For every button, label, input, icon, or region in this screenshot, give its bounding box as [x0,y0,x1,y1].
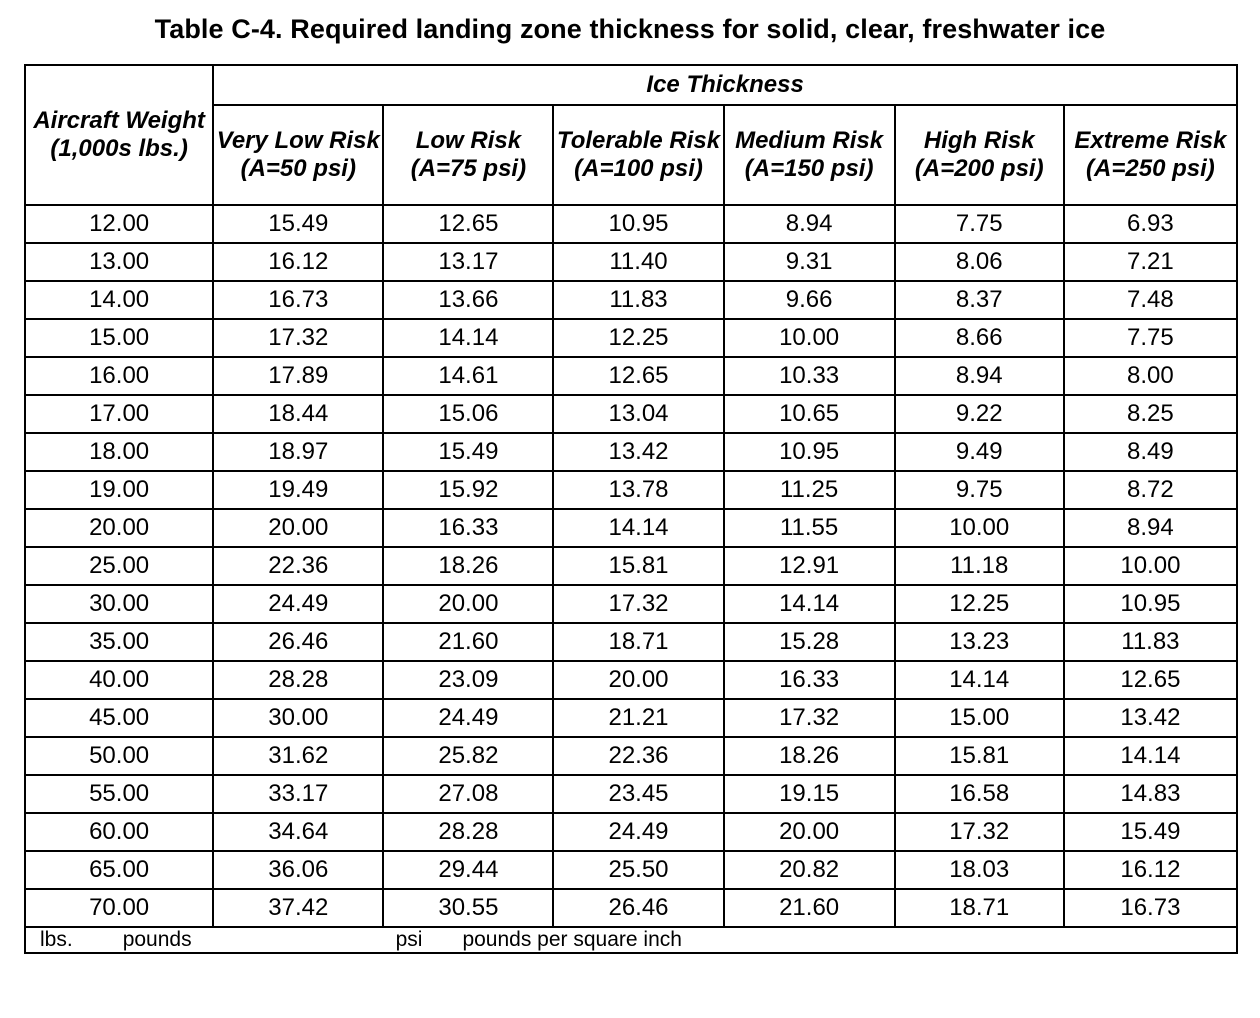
ice-thickness-cell: 18.03 [895,851,1064,889]
ice-thickness-cell: 12.65 [1064,661,1237,699]
ice-thickness-cell: 11.55 [724,509,895,547]
ice-thickness-cell: 28.28 [383,813,553,851]
footer-def-psi: pounds per square inch [462,928,682,951]
ice-thickness-cell: 30.00 [213,699,383,737]
ice-thickness-cell: 20.00 [383,585,553,623]
column-header-aircraft-weight: Aircraft Weight (1,000s lbs.) [25,65,213,205]
ice-thickness-cell: 19.15 [724,775,895,813]
ice-thickness-cell: 11.18 [895,547,1064,585]
aircraft-weight-cell: 40.00 [25,661,213,699]
table-row [25,243,1237,281]
footer-def-pounds: pounds [122,928,192,951]
ice-thickness-cell: 8.94 [724,205,895,243]
abbreviation-note [25,927,1237,953]
ice-thickness-cell: 13.42 [553,433,723,471]
ice-thickness-cell: 8.94 [895,357,1064,395]
ice-thickness-cell: 22.36 [213,547,383,585]
ice-thickness-cell: 12.25 [553,319,723,357]
aircraft-weight-cell: 20.00 [25,509,213,547]
table-row [25,471,1237,509]
ice-thickness-cell: 33.17 [213,775,383,813]
ice-thickness-cell: 12.91 [724,547,895,585]
ice-thickness-cell: 17.32 [895,813,1064,851]
aircraft-weight-cell: 19.00 [25,471,213,509]
ice-thickness-cell: 10.65 [724,395,895,433]
ice-thickness-cell: 9.75 [895,471,1064,509]
ice-thickness-cell: 8.06 [895,243,1064,281]
ice-thickness-cell: 15.28 [724,623,895,661]
ice-thickness-cell: 20.82 [724,851,895,889]
ice-thickness-cell: 20.00 [213,509,383,547]
table-row [25,661,1237,699]
aircraft-weight-cell: 14.00 [25,281,213,319]
ice-thickness-cell: 16.58 [895,775,1064,813]
ice-thickness-cell: 9.66 [724,281,895,319]
aircraft-weight-cell: 13.00 [25,243,213,281]
group-header-ice-thickness: Ice Thickness [213,65,1237,105]
aircraft-weight-cell: 60.00 [25,813,213,851]
ice-thickness-cell: 10.95 [553,205,723,243]
ice-thickness-cell: 16.73 [213,281,383,319]
ice-thickness-cell: 26.46 [553,889,723,927]
ice-thickness-cell: 16.12 [1064,851,1237,889]
ice-thickness-cell: 18.71 [553,623,723,661]
table-row [25,813,1237,851]
ice-thickness-cell: 13.78 [553,471,723,509]
ice-thickness-cell: 37.42 [213,889,383,927]
ice-thickness-cell: 14.14 [383,319,553,357]
column-header-medium-risk: Medium Risk (A=150 psi) [724,105,895,205]
ice-thickness-cell: 8.00 [1064,357,1237,395]
ice-thickness-cell: 24.49 [213,585,383,623]
ice-thickness-cell: 16.12 [213,243,383,281]
ice-thickness-cell: 17.32 [553,585,723,623]
footer-abbr-psi: psi [395,928,423,951]
ice-thickness-cell: 34.64 [213,813,383,851]
ice-thickness-cell: 13.04 [553,395,723,433]
column-header-very-low-risk: Very Low Risk (A=50 psi) [213,105,383,205]
ice-thickness-cell: 17.32 [724,699,895,737]
ice-thickness-cell: 22.36 [553,737,723,775]
ice-thickness-cell: 15.92 [383,471,553,509]
ice-thickness-cell: 10.33 [724,357,895,395]
table-row [25,623,1237,661]
ice-thickness-cell: 21.60 [383,623,553,661]
table-row [25,547,1237,585]
aircraft-weight-cell: 50.00 [25,737,213,775]
ice-thickness-cell: 9.22 [895,395,1064,433]
ice-thickness-cell: 23.45 [553,775,723,813]
column-header-tolerable-risk: Tolerable Risk (A=100 psi) [553,105,723,205]
ice-thickness-cell: 13.17 [383,243,553,281]
ice-thickness-cell: 30.55 [383,889,553,927]
aircraft-weight-cell: 35.00 [25,623,213,661]
table-row [25,281,1237,319]
ice-thickness-cell: 25.82 [383,737,553,775]
ice-thickness-cell: 15.00 [895,699,1064,737]
ice-thickness-cell: 24.49 [383,699,553,737]
ice-thickness-cell: 25.50 [553,851,723,889]
ice-thickness-cell: 26.46 [213,623,383,661]
table-row [25,699,1237,737]
footer-abbr-lbs: lbs. [40,928,73,951]
table-row [25,395,1237,433]
ice-thickness-cell: 15.49 [383,433,553,471]
ice-thickness-cell: 15.49 [1064,813,1237,851]
ice-thickness-cell: 9.49 [895,433,1064,471]
table-row [25,851,1237,889]
ice-thickness-cell: 7.21 [1064,243,1237,281]
ice-thickness-cell: 10.00 [895,509,1064,547]
ice-thickness-cell: 10.95 [724,433,895,471]
ice-thickness-cell: 7.48 [1064,281,1237,319]
ice-thickness-cell: 13.66 [383,281,553,319]
ice-thickness-cell: 12.65 [383,205,553,243]
aircraft-weight-cell: 25.00 [25,547,213,585]
ice-thickness-cell: 14.14 [724,585,895,623]
column-header-low-risk: Low Risk (A=75 psi) [383,105,553,205]
table-row [25,357,1237,395]
ice-thickness-cell: 6.93 [1064,205,1237,243]
ice-thickness-cell: 24.49 [553,813,723,851]
table-title: Table C-4. Required landing zone thickness for solid, clear, freshwater ice [154,14,1106,44]
ice-thickness-cell: 11.40 [553,243,723,281]
ice-thickness-cell: 10.00 [724,319,895,357]
ice-thickness-cell: 18.44 [213,395,383,433]
ice-thickness-cell: 11.83 [553,281,723,319]
ice-thickness-cell: 12.25 [895,585,1064,623]
table-body [25,205,1237,927]
ice-thickness-cell: 8.49 [1064,433,1237,471]
ice-thickness-cell: 18.71 [895,889,1064,927]
ice-thickness-cell: 23.09 [383,661,553,699]
aircraft-weight-cell: 18.00 [25,433,213,471]
ice-thickness-cell: 19.49 [213,471,383,509]
ice-thickness-cell: 15.06 [383,395,553,433]
ice-thickness-cell: 10.95 [1064,585,1237,623]
aircraft-weight-cell: 17.00 [25,395,213,433]
column-header-high-risk: High Risk (A=200 psi) [895,105,1064,205]
ice-thickness-cell: 16.33 [383,509,553,547]
ice-thickness-cell: 8.37 [895,281,1064,319]
ice-thickness-cell: 8.66 [895,319,1064,357]
table-row [25,319,1237,357]
ice-thickness-cell: 17.32 [213,319,383,357]
ice-thickness-cell: 14.14 [895,661,1064,699]
ice-thickness-cell: 13.23 [895,623,1064,661]
aircraft-weight-cell: 12.00 [25,205,213,243]
ice-thickness-table [24,64,1238,954]
aircraft-weight-cell: 65.00 [25,851,213,889]
ice-thickness-cell: 20.00 [724,813,895,851]
ice-thickness-cell: 14.14 [1064,737,1237,775]
ice-thickness-cell: 18.26 [383,547,553,585]
ice-thickness-cell: 28.28 [213,661,383,699]
ice-thickness-cell: 8.25 [1064,395,1237,433]
table-row [25,433,1237,471]
table-row [25,205,1237,243]
ice-thickness-cell: 12.65 [553,357,723,395]
ice-thickness-cell: 14.14 [553,509,723,547]
ice-thickness-cell: 8.94 [1064,509,1237,547]
ice-thickness-cell: 16.33 [724,661,895,699]
ice-thickness-cell: 16.73 [1064,889,1237,927]
ice-thickness-cell: 7.75 [895,205,1064,243]
ice-thickness-cell: 14.61 [383,357,553,395]
aircraft-weight-cell: 30.00 [25,585,213,623]
ice-thickness-cell: 18.97 [213,433,383,471]
ice-thickness-cell: 18.26 [724,737,895,775]
aircraft-weight-cell: 15.00 [25,319,213,357]
table-row [25,889,1237,927]
ice-thickness-cell: 29.44 [383,851,553,889]
ice-thickness-cell: 15.81 [553,547,723,585]
ice-thickness-cell: 14.83 [1064,775,1237,813]
table-row [25,509,1237,547]
ice-thickness-cell: 27.08 [383,775,553,813]
column-header-extreme-risk: Extreme Risk (A=250 psi) [1064,105,1237,205]
aircraft-weight-cell: 16.00 [25,357,213,395]
ice-thickness-cell: 20.00 [553,661,723,699]
ice-thickness-cell: 21.21 [553,699,723,737]
table-row [25,585,1237,623]
table-row [25,737,1237,775]
ice-thickness-cell: 11.25 [724,471,895,509]
abbreviation-footer [25,927,1237,953]
ice-thickness-cell: 36.06 [213,851,383,889]
aircraft-weight-cell: 55.00 [25,775,213,813]
table-row [25,775,1237,813]
ice-thickness-cell: 21.60 [724,889,895,927]
ice-thickness-cell: 11.83 [1064,623,1237,661]
ice-thickness-cell: 8.72 [1064,471,1237,509]
ice-thickness-cell: 9.31 [724,243,895,281]
aircraft-weight-cell: 45.00 [25,699,213,737]
aircraft-weight-cell: 70.00 [25,889,213,927]
ice-thickness-cell: 17.89 [213,357,383,395]
ice-thickness-cell: 7.75 [1064,319,1237,357]
ice-thickness-cell: 13.42 [1064,699,1237,737]
ice-thickness-cell: 31.62 [213,737,383,775]
ice-thickness-cell: 15.81 [895,737,1064,775]
ice-thickness-cell: 15.49 [213,205,383,243]
ice-thickness-cell: 10.00 [1064,547,1237,585]
